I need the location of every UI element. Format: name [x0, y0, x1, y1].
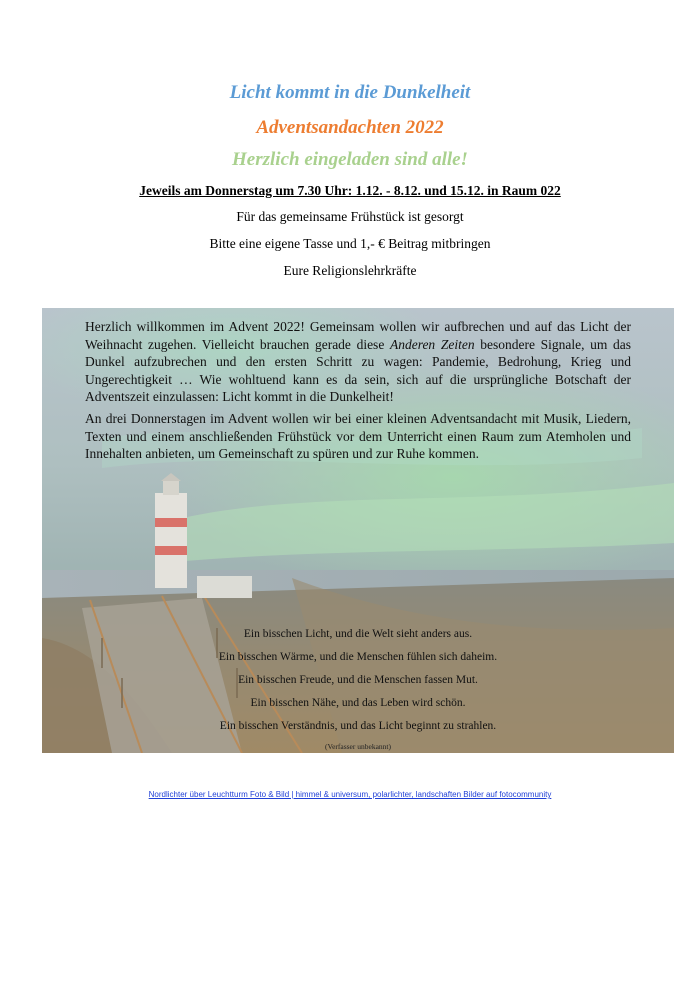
page-title: Licht kommt in die Dunkelheit: [229, 82, 471, 103]
welcome-text-b: besondere Signale, um das Dunkel aufzubrechen und den ersten Schritt zu wagen: Pandemie, Bedrohung, Krieg und Ungerechtigkeit … Wie wohltuend kann es da sein, sich auf die ursprüngliche Botschaft der Adventszeit einzulassen: Licht kommt in die Dunkelheit!: [85, 336, 631, 404]
poem-line: Ein bisschen Licht, und die Welt sieht anders aus.: [243, 628, 473, 640]
poem-author: (Verfasser unbekannt): [324, 742, 391, 751]
lighthouse-photo: [42, 308, 674, 753]
welcome-text-emphasis: Anderen Zeiten: [389, 336, 475, 352]
image-source-link[interactable]: Nordlichter über Leuchtturm Foto & Bild | himmel & universum, polarlichter, landschaften Bilder auf fotocommunity: [148, 790, 552, 799]
invitation-line: Herzlich eingeladen sind alle!: [232, 149, 468, 170]
poem-line: Ein bisschen Nähe, und das Leben wird schön.: [250, 697, 466, 709]
poem-line: Ein bisschen Wärme, und die Menschen fühlen sich daheim.: [218, 651, 498, 663]
welcome-paragraph: [85, 318, 631, 406]
welcome-text-a: Herzlich willkommen im Advent 2022! Gemeinsam wollen wir aufbrechen und auf das Licht der Weihnacht zugehen. Vielleicht brauchen gerade diese: [85, 319, 631, 352]
devotion-paragraph: An drei Donnerstagen im Advent wollen wir bei einer kleinen Adventsandacht mit Musik, Liedern, Texten und einem anschließenden Frühstück vor dem Unterricht einen Raum zum Atemholen und Innehalten anbieten, um Gemeinschaft zu spüren und zur Ruhe kommen.: [85, 411, 631, 461]
breakfast-note: Für das gemeinsame Frühstück ist gesorgt: [236, 209, 464, 224]
signature-line: Eure Religionslehrkräfte: [283, 263, 417, 278]
bring-note: Bitte eine eigene Tasse und 1,- € Beitrag mitbringen: [209, 236, 491, 251]
poem-line: Ein bisschen Freude, und die Menschen fassen Mut.: [238, 674, 478, 686]
event-subtitle: Adventsandachten 2022: [256, 117, 444, 138]
poem-line: Ein bisschen Verständnis, und das Licht beginnt zu strahlen.: [219, 720, 497, 732]
schedule-line: Jeweils am Donnerstag um 7.30 Uhr: 1.12. - 8.12. und 15.12. in Raum 022: [139, 183, 561, 198]
